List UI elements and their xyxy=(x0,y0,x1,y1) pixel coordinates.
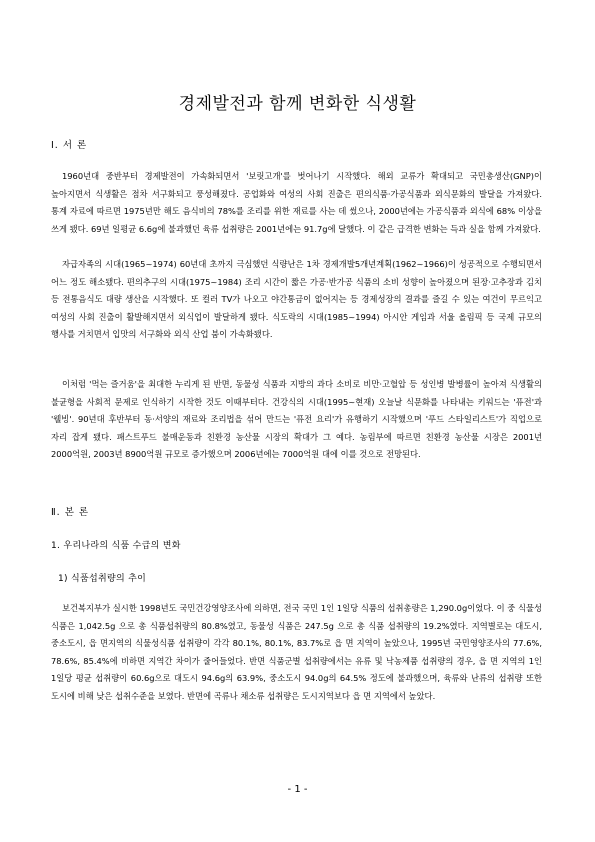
subsubsection-heading: 1) 식품섭취량의 추이 xyxy=(58,574,147,584)
intro-paragraph-2: 자급자족의 시대(1965~1974) 60년대 초까지 극심했던 식량난은 1차 경제개발5개년계획(1962~1966)이 성공적으로 수행되면서 어느 정도 해소됐다. 편의추구의 시대(1975~1984) 조리 시간이 짧은 가공·반가공 식품의 소비 성향이 높아졌으며 된장·고추장과 김치 등 전통음식도 대량 생산을 시작했다. 또 컬러 TV가 나오고 야간통금이 없어지는 등 경제성장의 결과를 즐길 수 있는 여건이 무르익고 여성의 사회 진출이 활발해지면서 외식업이 발달하게 됐다. 식도락의 시대(1985~1994) 아시안 게임과 서울 올림픽 등 국제 규모의 행사를 거치면서 입맛의 서구화와 외식 산업 붐이 가속화됐다. xyxy=(51,259,542,339)
intro-paragraph-1: 1960년대 중반부터 경제발전이 가속화되면서 '보릿고개'를 벗어나기 시작했다. 해외 교류가 확대되고 국민총생산(GNP)이 높아지면서 식생활은 점차 서구화되고 풍성해졌다. 공업화와 여성의 사회 진출은 편의식품·가공식품과 외식문화의 발달을 가져왔다. 통계 자료에 따르면 1975년만 해도 음식비의 78%를 조리를 위한 재료를 사는 데 썼으나, 2000년에는 가공식품과 외식에 68% 이상을 쓰게 됐다. 69년 일평균 6.6g에 불과했던 육류 섭취량은 2001년에는 91.7g에 달했다. 이 같은 급격한 변화는 득과 실을 함께 가져왔다. xyxy=(51,171,542,234)
subsection-heading: 1. 우리나라의 식품 수급의 변화 xyxy=(51,541,181,551)
body-paragraph-1: 보건복지부가 실시한 1998년도 국민건강영양조사에 의하면, 전국 국민 1인 1일당 식품의 섭취총량은 1,290.0g이었다. 이 중 식물성 식품은 1,042.5g 으로 총 식품섭취량의 80.8%였고, 동물성 식품은 247.5g 으로 총 식품 섭취량의 19.2%였다. 지역별로는 대도시, 중소도시, 읍 면지역의 식물성식품 섭취량이 각각 80.1%, 80.1%, 83.7%로 읍 면 지역이 높았으나, 1995년 국민영양조사의 77.6%, 78.6%, 85.4%에 비하면 지역간 차이가 줄어들었다. 반면 식품군별 섭취량에서는 유류 및 낙농제품 섭취량의 경우, 읍 면 지역의 1인 1일당 평균 섭취량이 60.6g으로 대도시 94.6g의 63.9%, 중소도시 94.0g의 64.5% 정도에 불과했으며, 육류와 난류의 섭취량 또한 도시에 비해 낮은 섭취수준을 보였다. 반면에 곡류나 채소류 섭취량은 도시지역보다 읍 면 지역에서 높았다. xyxy=(51,603,542,701)
page-number: - 1 - xyxy=(287,784,308,795)
section-heading-body: Ⅱ. 본 론 xyxy=(51,507,90,518)
document-title: 경제발전과 함께 변화한 식생활 xyxy=(178,94,417,114)
intro-paragraph-3: 이처럼 '먹는 즐거움'을 최대한 누리게 된 반면, 동물성 식품과 지방의 과다 소비로 비만·고혈압 등 성인병 발병률이 높아져 식생활의 불균형을 사회적 문제로 인식하기 시작한 것도 이때부터다. 건강식의 시대(1995~현재) 오늘날 식문화를 나타내는 키워드는 '퓨전'과 '웰빙'. 90년대 후반부터 동·서양의 재료와 조리법을 섞어 만드는 '퓨전 요리'가 유행하기 시작했으며 '푸드 스타일리스트'가 직업으로 자리 잡게 됐다. 패스트푸드 불매운동과 친환경 농산물 시장의 확대가 그 예다. 농림부에 따르면 친환경 농산물 시장은 2001년 2000억원, 2003년 8900억원 규모로 증가했으며 2006년에는 7000억원 대에 이를 것으로 전망된다. xyxy=(51,379,542,459)
section-heading-introduction: Ⅰ. 서 론 xyxy=(51,140,88,151)
